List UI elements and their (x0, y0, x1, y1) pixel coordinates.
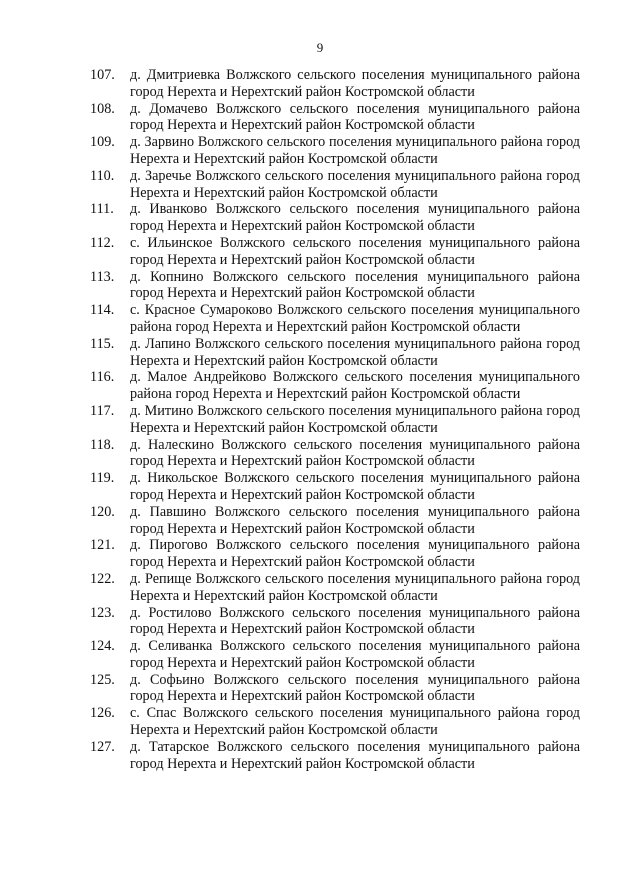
item-text: д. Малое Андрейково Волжского сельского поселения муниципального района город Нерехта и Нерехтский район Костромской области (130, 369, 580, 403)
item-text: д. Ростилово Волжского сельского поселения муниципального района город Нерехта и Нерехтский район Костромской области (130, 604, 580, 638)
item-number: 121. (90, 537, 115, 554)
item-text: д. Зарвино Волжского сельского поселения муниципального района город Нерехта и Нерехтский район Костромской области (130, 134, 580, 167)
item-number: 117. (90, 402, 115, 419)
item-text: д. Копнино Волжского сельского поселения муниципального района город Нерехта и Нерехтский район Костромской области (130, 268, 580, 302)
item-number: 113. (90, 268, 115, 285)
list-item (90, 369, 580, 403)
item-number: 116. (90, 369, 115, 386)
item-text: д. Софьино Волжского сельского поселения муниципального района город Нерехта и Нерехтский район Костромской области (130, 671, 580, 705)
list-item (90, 504, 580, 538)
list-item (90, 571, 580, 605)
item-number: 125. (90, 671, 115, 688)
list-item (90, 201, 580, 235)
item-text: с. Спас Волжского сельского поселения муниципального района город Нерехта и Нерехтский район Костромской области (130, 705, 580, 739)
list-item (90, 134, 580, 168)
item-number: 122. (90, 570, 115, 587)
item-number: 107. (90, 67, 115, 83)
item-text: д. Иванково Волжского сельского поселения муниципального района город Нерехта и Нерехтский район Костромской области (130, 201, 580, 235)
list-item (90, 403, 580, 437)
list-item (90, 67, 580, 101)
list-item (90, 437, 580, 471)
item-text: д. Татарское Волжского сельского поселения муниципального района город Нерехта и Нерехтский район Костромской области (130, 738, 580, 772)
list-item (90, 537, 580, 571)
item-number: 112. (90, 234, 115, 251)
list-item (90, 101, 580, 135)
item-number: 126. (90, 705, 115, 722)
item-number: 109. (90, 134, 115, 151)
settlement-list (90, 67, 580, 772)
item-number: 123. (90, 604, 115, 621)
item-text: д. Дмитриевка Волжского сельского поселения муниципального района город Нерехта и Нерехтский район Костромской области (130, 67, 580, 100)
item-number: 119. (90, 470, 115, 487)
item-text: д. Никольское Волжского сельского поселения муниципального района город Нерехта и Нерехтский район Костромской области (130, 470, 580, 503)
list-item (90, 672, 580, 706)
item-number: 114. (90, 302, 115, 319)
item-text: д. Павшино Волжского сельского поселения муниципального района город Нерехта и Нерехтский район Костромской области (130, 503, 580, 537)
item-text: д. Домачево Волжского сельского поселения муниципального района город Нерехта и Нерехтский район Костромской области (130, 100, 580, 134)
item-text: д. Репище Волжского сельского поселения муниципального района город Нерехта и Нерехтский район Костромской области (130, 570, 580, 604)
list-item (90, 269, 580, 303)
item-text: д. Пирогово Волжского сельского поселения муниципального района город Нерехта и Нерехтский район Костромской области (130, 537, 580, 571)
list-item (90, 638, 580, 672)
item-number: 120. (90, 503, 115, 520)
item-number: 127. (90, 738, 115, 755)
list-item (90, 168, 580, 202)
list-item (90, 470, 580, 504)
item-number: 115. (90, 335, 115, 352)
item-number: 110. (90, 167, 115, 184)
list-item (90, 705, 580, 739)
item-text: д. Заречье Волжского сельского поселения муниципального района город Нерехта и Нерехтский район Костромской области (130, 167, 580, 201)
list-item (90, 336, 580, 370)
item-text: д. Налескино Волжского сельского поселения муниципального района город Нерехта и Нерехтский район Костромской области (130, 436, 580, 470)
item-number: 118. (90, 436, 115, 453)
item-text: д. Лапино Волжского сельского поселения муниципального района город Нерехта и Нерехтский район Костромской области (130, 335, 580, 369)
item-text: д. Митино Волжского сельского поселения муниципального района город Нерехта и Нерехтский район Костромской области (130, 402, 580, 436)
item-number: 111. (90, 201, 114, 218)
item-number: 124. (90, 638, 115, 655)
list-item (90, 739, 580, 773)
item-text: с. Ильинское Волжского сельского поселения муниципального района город Нерехта и Нерехтский район Костромской области (130, 234, 580, 268)
list-item (90, 302, 580, 336)
item-text: д. Селиванка Волжского сельского поселения муниципального района город Нерехта и Нерехтский район Костромской области (130, 638, 580, 671)
item-text: с. Красное Сумароково Волжского сельского поселения муниципального района город Нерехта и Нерехтский район Костромской области (130, 302, 580, 335)
item-number: 108. (90, 100, 115, 117)
page-number: 9 (316, 40, 324, 55)
list-item (90, 605, 580, 639)
list-item (90, 235, 580, 269)
